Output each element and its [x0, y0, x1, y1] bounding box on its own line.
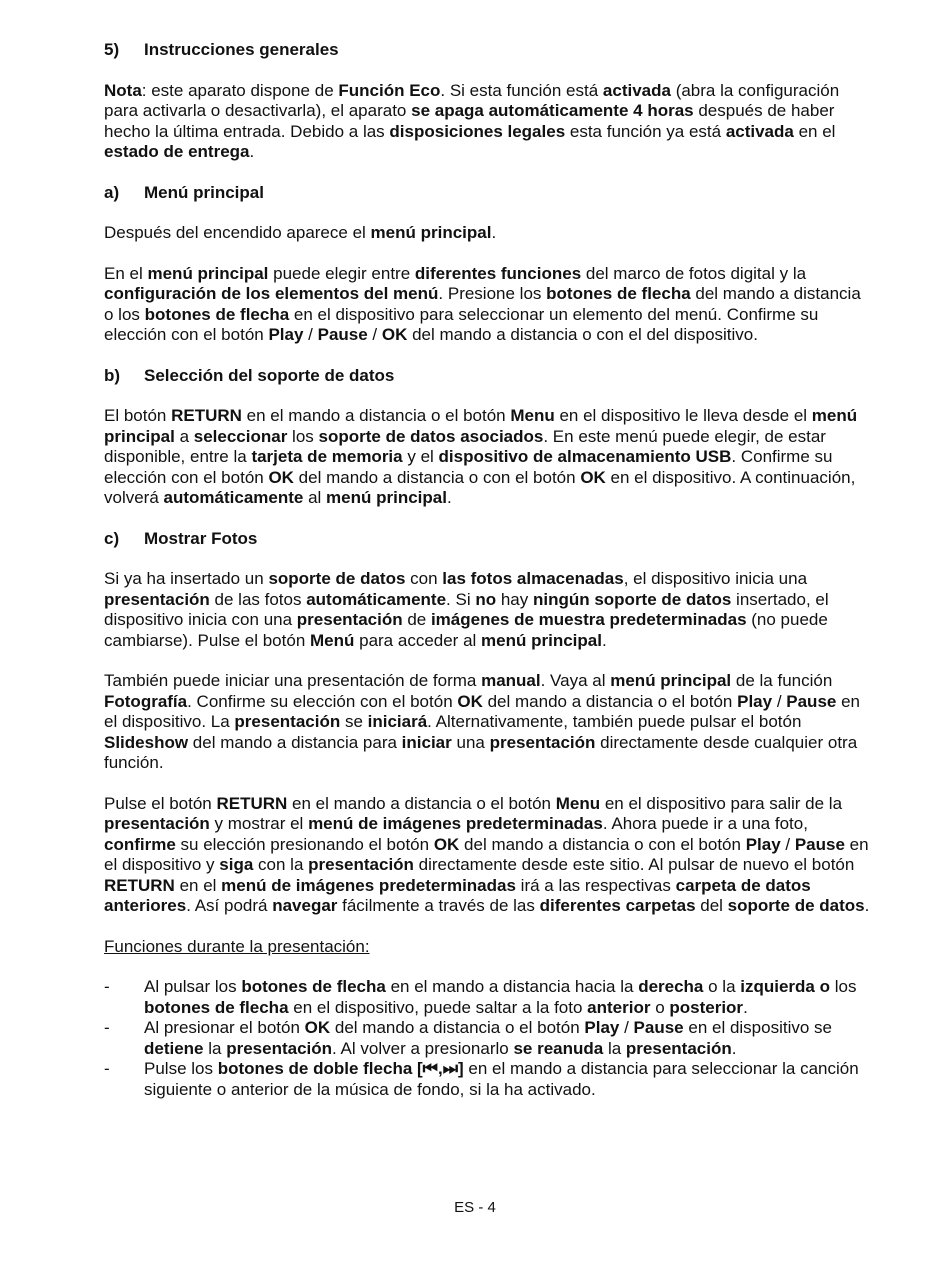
emphasis-text: navegar: [272, 896, 338, 915]
emphasis-text: soporte de datos: [268, 569, 406, 588]
emphasis-text: OK: [580, 467, 606, 487]
emphasis-text: las fotos almacenadas: [442, 569, 624, 588]
paragraph-c1: Si ya ha insertado un soporte de datos con las fotos almacenadas, el dispositivo inicia una presentación de las fotos automáticamente. Si no hay ningún soporte de datos insertado, el dispositivo inicia con una presentación de imágenes de muestra predeterminadas (no puede cambiarse). Pulse el botón Menú para acceder al menú principal.: [104, 569, 829, 650]
emphasis-text: carpeta de datos anteriores: [104, 875, 811, 915]
emphasis-text: Fotografía: [104, 691, 188, 711]
emphasis-text: Play: [745, 834, 781, 854]
emphasis-text: RETURN: [171, 406, 242, 425]
document-page: [104, 40, 874, 1100]
functions-heading: Funciones durante la presentación:: [104, 936, 370, 956]
emphasis-text: seleccionar: [193, 426, 288, 446]
emphasis-text: Función Eco: [338, 80, 441, 100]
emphasis-text: OK: [433, 834, 460, 854]
emphasis-text: confirme: [104, 834, 176, 854]
emphasis-text: presentación: [296, 610, 403, 629]
emphasis-text: Pause: [633, 1018, 684, 1037]
emphasis-text: menú principal: [610, 671, 732, 690]
emphasis-text: Pause: [794, 834, 845, 854]
emphasis-text: botones de flecha: [144, 304, 290, 324]
emphasis-text: imágenes de muestra predeterminadas: [430, 610, 747, 629]
emphasis-text: posterior: [669, 997, 744, 1017]
emphasis-text: detiene: [144, 1038, 204, 1058]
emphasis-text: presentación: [489, 732, 596, 752]
list-item: - Al presionar el botón OK del mando a distancia o el botón Play / Pause en el dispositivo se detiene la presentación. Al volver a presionarlo se reanuda la presentación.: [104, 1018, 874, 1059]
list-item: - Al pulsar los botones de flecha en el mando a distancia hacia la derecha o la izquierda o los botones de flecha en el dispositivo, puede saltar a la foto anterior o posterior.: [104, 977, 874, 1018]
emphasis-text: RETURN: [216, 793, 288, 813]
emphasis-text: soporte de datos asociados: [318, 426, 544, 446]
emphasis-text: Pause: [317, 325, 368, 344]
emphasis-text: OK: [381, 325, 408, 344]
emphasis-text: presentación: [104, 814, 210, 833]
emphasis-text: se reanuda: [513, 1038, 604, 1058]
emphasis-text: manual: [481, 671, 541, 690]
functions-list: [104, 977, 874, 1100]
emphasis-text: botones de flecha: [546, 284, 691, 303]
emphasis-text: diferentes funciones: [414, 263, 582, 283]
emphasis-text: Play: [268, 325, 304, 344]
emphasis-text: presentación: [226, 1038, 333, 1058]
emphasis-text: no: [475, 589, 497, 609]
emphasis-text: ningún soporte de datos: [532, 589, 732, 609]
section-heading-b: b) Selección del soporte de datos: [104, 365, 395, 385]
emphasis-text: Slideshow: [104, 732, 189, 752]
emphasis-text: botones de flecha: [241, 977, 386, 996]
emphasis-text: Play: [584, 1018, 620, 1037]
emphasis-text: izquierda o: [740, 977, 830, 996]
emphasis-text: presentación: [234, 712, 341, 731]
emphasis-text: estado de entrega: [104, 142, 250, 161]
emphasis-text: RETURN: [104, 875, 175, 895]
emphasis-text: Pause: [786, 691, 837, 711]
emphasis-text: presentación: [625, 1038, 732, 1058]
emphasis-text: Play: [737, 691, 773, 711]
paragraph-a1: Después del encendido aparece el menú principal.: [104, 223, 497, 242]
emphasis-text: menú principal: [326, 488, 447, 507]
emphasis-text: configuración de los elementos del menú: [104, 284, 439, 303]
emphasis-text: menú de imágenes predeterminadas: [308, 814, 603, 833]
emphasis-text: siga: [219, 855, 254, 874]
page-number: ES - 4: [454, 1199, 496, 1216]
section-heading-c: c) Mostrar Fotos: [104, 528, 258, 548]
emphasis-text: presentación: [308, 855, 414, 874]
emphasis-text: se apaga automáticamente 4 horas: [411, 101, 694, 120]
section-heading-a: a) Menú principal: [104, 182, 264, 202]
paragraph-nota: Nota: este aparato dispone de Función Eco. Si esta función está activada (abra la configuración para activarla o desactivarla), el aparato se apaga automáticamente 4 horas después de haber hecho la última entrada. Debido a las disposiciones legales esta función ya está activada en el estado de entrega.: [104, 80, 840, 161]
emphasis-text: menú de imágenes predeterminadas: [221, 875, 516, 895]
list-item: - Pulse los botones de doble flecha [⏮,⏭] en el mando a distancia para seleccionar la canción siguiente o anterior de la música de fondo, si la ha activado.: [104, 1059, 874, 1100]
emphasis-text: OK: [304, 1018, 331, 1037]
emphasis-text: derecha: [638, 977, 704, 996]
emphasis-text: Menu: [510, 406, 555, 425]
emphasis-text: diferentes carpetas: [539, 896, 696, 915]
emphasis-text: tarjeta de memoria: [251, 447, 403, 466]
paragraph-b1: El botón RETURN en el mando a distancia o el botón Menu en el dispositivo le lleva desde el menú principal a seleccionar los soporte de datos asociados. En este menú puede elegir, de estar disponible, entre la tarjeta de memoria y el dispositivo de almacenamiento USB. Confirme su elección con el botón OK del mando a distancia o con el botón OK en el dispositivo. A continuación, volverá automáticamente al menú principal.: [104, 406, 858, 507]
emphasis-text: menú principal: [370, 223, 492, 242]
emphasis-text: soporte de datos: [727, 896, 865, 915]
paragraph-a2: En el menú principal puede elegir entre diferentes funciones del marco de fotos digital y la configuración de los elementos del menú. Presione los botones de flecha del mando a distancia o los botones de flecha en el dispositivo para seleccionar un elemento del menú. Confirme su elección con el botón Play / Pause / OK del mando a distancia o con el del dispositivo.: [104, 263, 861, 344]
emphasis-text: menú principal: [147, 263, 269, 283]
paragraph-c2: También puede iniciar una presentación de forma manual. Vaya al menú principal de la función Fotografía. Confirme su elección con el botón OK del mando a distancia o el botón Play / Pause en el dispositivo. La presentación se iniciará. Alternativamente, también puede pulsar el botón Slideshow del mando a distancia para iniciar una presentación directamente desde cualquier otra función.: [104, 671, 860, 772]
emphasis-text: disposiciones legales: [389, 121, 566, 141]
emphasis-text: iniciará: [367, 712, 428, 731]
emphasis-text: iniciar: [401, 732, 452, 752]
emphasis-text: presentación: [104, 589, 210, 609]
emphasis-text: menú principal: [481, 630, 602, 650]
emphasis-text: menú principal: [104, 406, 858, 446]
emphasis-text: OK: [268, 467, 294, 487]
emphasis-text: OK: [457, 691, 483, 711]
emphasis-text: botones de flecha: [144, 997, 289, 1017]
emphasis-text: botones de doble flecha [⏮,⏭]: [217, 1059, 464, 1078]
emphasis-text: automáticamente: [163, 488, 304, 507]
emphasis-text: Menu: [555, 793, 601, 813]
emphasis-text: Nota: [104, 80, 142, 100]
emphasis-text: Menú: [310, 630, 355, 650]
emphasis-text: anterior: [587, 997, 651, 1017]
emphasis-text: automáticamente: [306, 589, 447, 609]
emphasis-text: dispositivo de almacenamiento USB: [438, 447, 732, 466]
section-heading-5: 5) Instrucciones generales: [104, 40, 339, 59]
emphasis-text: activada: [602, 80, 671, 100]
emphasis-text: activada: [725, 121, 794, 141]
paragraph-c3: Pulse el botón RETURN en el mando a distancia o el botón Menu en el dispositivo para salir de la presentación y mostrar el menú de imágenes predeterminadas. Ahora puede ir a una foto, confirme su elección presionando el botón OK del mando a distancia o con el botón Play / Pause en el dispositivo y siga con la presentación directamente desde este sitio. Al pulsar de nuevo el botón RETURN en el menú de imágenes predeterminadas irá a las respectivas carpeta de datos anteriores. Así podrá navegar fácilmente a través de las diferentes carpetas del soporte de datos.: [104, 793, 870, 915]
